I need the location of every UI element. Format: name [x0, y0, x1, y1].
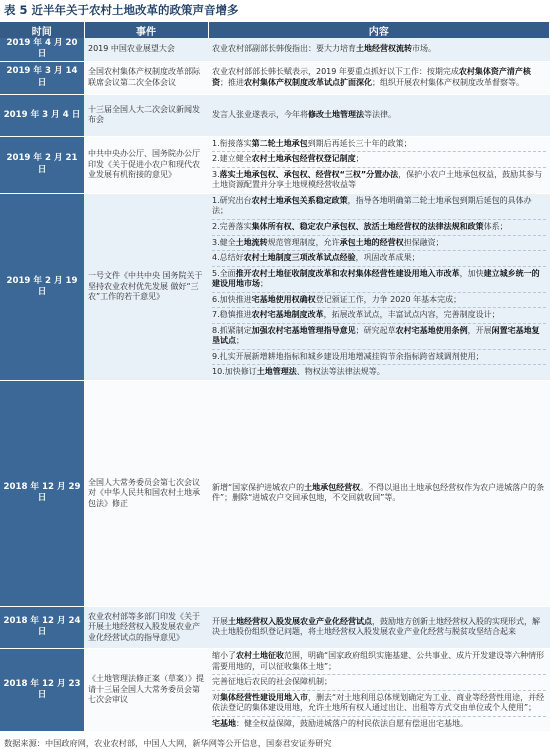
date-cell: 2018 年 12 月 29 日	[0, 380, 84, 606]
date-cell: 2019 年 2 月 21 日	[0, 136, 84, 193]
date-cell: 2019 年 4 月 20 日	[0, 38, 84, 61]
content-text: 发言人张业遂表示，今年将修改土地管理法等法律。	[212, 109, 396, 119]
event-cell	[84, 648, 208, 731]
content-item: 5.全面推开农村土地征收制度改革和农村集体经营性建设用地入市改革，加快建立城乡统一的建设用地市场；	[212, 266, 546, 290]
date-cell: 2018 年 12 月 24 日	[0, 606, 84, 648]
content-item: 2.建立健全农村土地承包经营权登记制度；	[212, 151, 546, 165]
table-row	[0, 606, 550, 648]
date-cell: 2019 年 2 月 19 日	[0, 193, 84, 380]
table-row	[0, 193, 550, 380]
content-item: 9.扎实开展新增耕地指标和城乡建设用地增减挂钩节余指标跨省域调剂使用；	[212, 349, 546, 363]
table-row	[0, 94, 550, 136]
date-cell: 2018 年 12 月 23 日	[0, 648, 84, 731]
event-text: 农业农村部等多部门印发《关于开展土地经营权入股发展农业产业化经营试点的指导意见》	[88, 611, 200, 642]
event-cell	[84, 94, 208, 136]
table-header	[0, 22, 550, 38]
content-item: 对集体经营性建设用地入市，删去“对土地利用总体规划确定为工业、商业等经营性用途，并经依法登记的集体建设用地，允许土地所有权人通过出让、出租等方式交由单位或个人使用”；	[212, 690, 546, 714]
content-item: 3.落实土地承包权、承包权、经营权“三权”分置办法，保护小农户土地承包权益，鼓励其参与土地资源配置并分享土地规模经营收益等	[212, 167, 546, 191]
table-title: 表 5 近半年关于农村土地改革的政策声音增多	[4, 3, 239, 17]
content-item: 1.衔接落实第二轮土地承包到期后再延长三十年的政策；	[212, 138, 412, 148]
content-item: 完善征地后农民的社会保障机制；	[212, 674, 546, 688]
column-header-event: 事件	[84, 22, 208, 38]
event-cell	[84, 38, 208, 61]
event-text: 《土地管理法修正案（草案）》提请十三届全国人大常务委员会第七次会审议	[88, 674, 204, 705]
event-text: 2019 中国农业展望大会	[88, 44, 175, 54]
event-text: 全国人大常务委员会第七次会议对《中华人民共和国农村土地承包法》修正	[88, 477, 200, 508]
content-item: 宅基地：健全权益保障，鼓励进城落户的村民依法自愿有偿退出宅基地。	[212, 716, 546, 730]
content-text: 农业农村部部长韩长赋表示，2019 年要重点抓好以下工作：按期完成农村集体资产清产核资；推进农村集体产权制度改革试点扩面深化；组织开展农村集体产权制度改革督察等。	[212, 67, 531, 87]
content-cell	[208, 193, 550, 380]
column-header-time: 时间	[0, 22, 84, 38]
content-item: 3.健全土地流转规范管理制度，允许承包土地的经营权担保融资；	[212, 235, 546, 249]
column-header-content: 内容	[208, 22, 550, 38]
content-item: 6.加快推进宅基地使用权确权登记颁证工作，力争 2020 年基本完成；	[212, 292, 546, 306]
content-item: 缩小了农村土地征收范围，明确“国家政府组织实施基建、公共事业、成片开发建设等六种情形需要用地的，可以征收集体土地”；	[212, 650, 545, 671]
table-row	[0, 380, 550, 606]
content-cell	[208, 61, 550, 94]
content-item: 8.抓紧制定加强农村宅基地管理指导意见；研究起草农村宅基地使用条例，开展闲置宅基地复垦试点；	[212, 323, 546, 347]
content-cell	[208, 136, 550, 193]
content-cell	[208, 606, 550, 648]
content-text: 农业农村部副部长韩俊指出：要大力培育土地经营权流转市场。	[212, 44, 436, 54]
content-item: 4.总结好农村土地制度三项改革试点经验，巩固改革成果；	[212, 250, 546, 264]
table-body	[0, 38, 550, 732]
table-row	[0, 61, 550, 94]
content-cell	[208, 648, 550, 731]
content-item: 1.研究出台农村土地承包关系稳定政策，指导各地明确第二轮土地承包到期后延包的具体办法；	[212, 195, 532, 216]
date-cell: 2019 年 3 月 4 日	[0, 94, 84, 136]
content-cell	[208, 380, 550, 606]
event-cell	[84, 606, 208, 648]
event-cell	[84, 136, 208, 193]
event-cell	[84, 61, 208, 94]
event-cell	[84, 380, 208, 606]
data-source-note: 数据来源：中国政府网，农业农村部，中国人大网，新华网等公开信息，国泰君安证券研究	[4, 738, 332, 749]
event-text: 一号文件《中共中央 国务院关于坚持农业农村优先发展 做好“三农”工作的若干意见》	[88, 271, 203, 302]
content-text: 新增“国家保护进城农户的土地承包经营权。不得以退出土地承包经营权作为农户进城落户的条件”；删除“进城农户交回承包地，不交回就收回”等。	[212, 482, 545, 503]
table-row	[0, 136, 550, 193]
content-cell	[208, 38, 550, 61]
content-item: 2.完善落实集体所有权、稳定农户承包权、放活土地经营权的法律法规和政策体系；	[212, 219, 546, 233]
event-text: 十三届全国人大二次会议新闻发布会	[88, 104, 200, 125]
content-text: 开展土地经营权入股发展农业产业化经营试点，鼓励地方创新土地经营权入股的实现形式，解决土地股份组织登记问题，将土地经营权入股发展农业产业化经营与脱贫攻坚结合起来	[212, 616, 540, 637]
content-item: 7.稳慎推进农村宅基地制度改革，拓展改革试点，丰富试点内容，完善制度设计；	[212, 307, 546, 321]
table-row	[0, 38, 550, 61]
policy-table	[0, 22, 550, 732]
table-row	[0, 648, 550, 731]
date-cell: 2019 年 3 月 14 日	[0, 61, 84, 94]
content-item: 10.加快修订土地管理法、物权法等法律法规等。	[212, 364, 546, 378]
content-cell	[208, 94, 550, 136]
event-text: 中共中央办公厅、国务院办公厅印发《关于促进小农户和现代农业发展有机衔接的意见》	[88, 148, 200, 180]
event-cell	[84, 193, 208, 380]
event-text: 全国农村集体产权制度改革部际联席会议第二次全体会议	[88, 67, 200, 87]
